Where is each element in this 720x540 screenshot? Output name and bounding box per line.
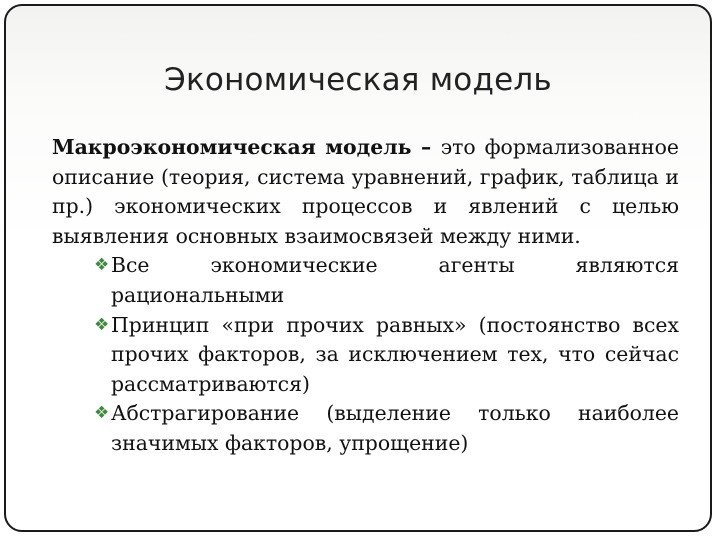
definition-paragraph — [52, 133, 679, 251]
diamond-bullet-icon: ❖ — [94, 314, 110, 335]
definition-text: это формализованное описание (теория, система уравнений, график, таблица и пр.) экономических процессов и явлений с целью выявления основных взаимосвязей между ними. — [52, 135, 679, 248]
slide-body — [52, 133, 679, 459]
bullet-text: Все экономические агенты являются рациональными — [111, 253, 679, 307]
list-item — [52, 251, 679, 310]
bullet-list — [52, 251, 679, 458]
list-item — [52, 311, 679, 400]
bullet-text: Абстрагирование (выделение только наиболее значимых факторов, упрощение) — [111, 401, 679, 455]
slide-frame — [4, 4, 712, 532]
bullet-text: Принцип «при прочих равных» (постоянство всех прочих факторов, за исключением тех, что сейчас рассматриваются) — [111, 312, 679, 396]
list-item — [52, 399, 679, 458]
definition-term: Макроэкономическая модель – — [52, 135, 441, 159]
slide-title: Экономическая модель — [164, 62, 552, 98]
diamond-bullet-icon: ❖ — [94, 403, 110, 424]
diamond-bullet-icon: ❖ — [94, 255, 110, 276]
